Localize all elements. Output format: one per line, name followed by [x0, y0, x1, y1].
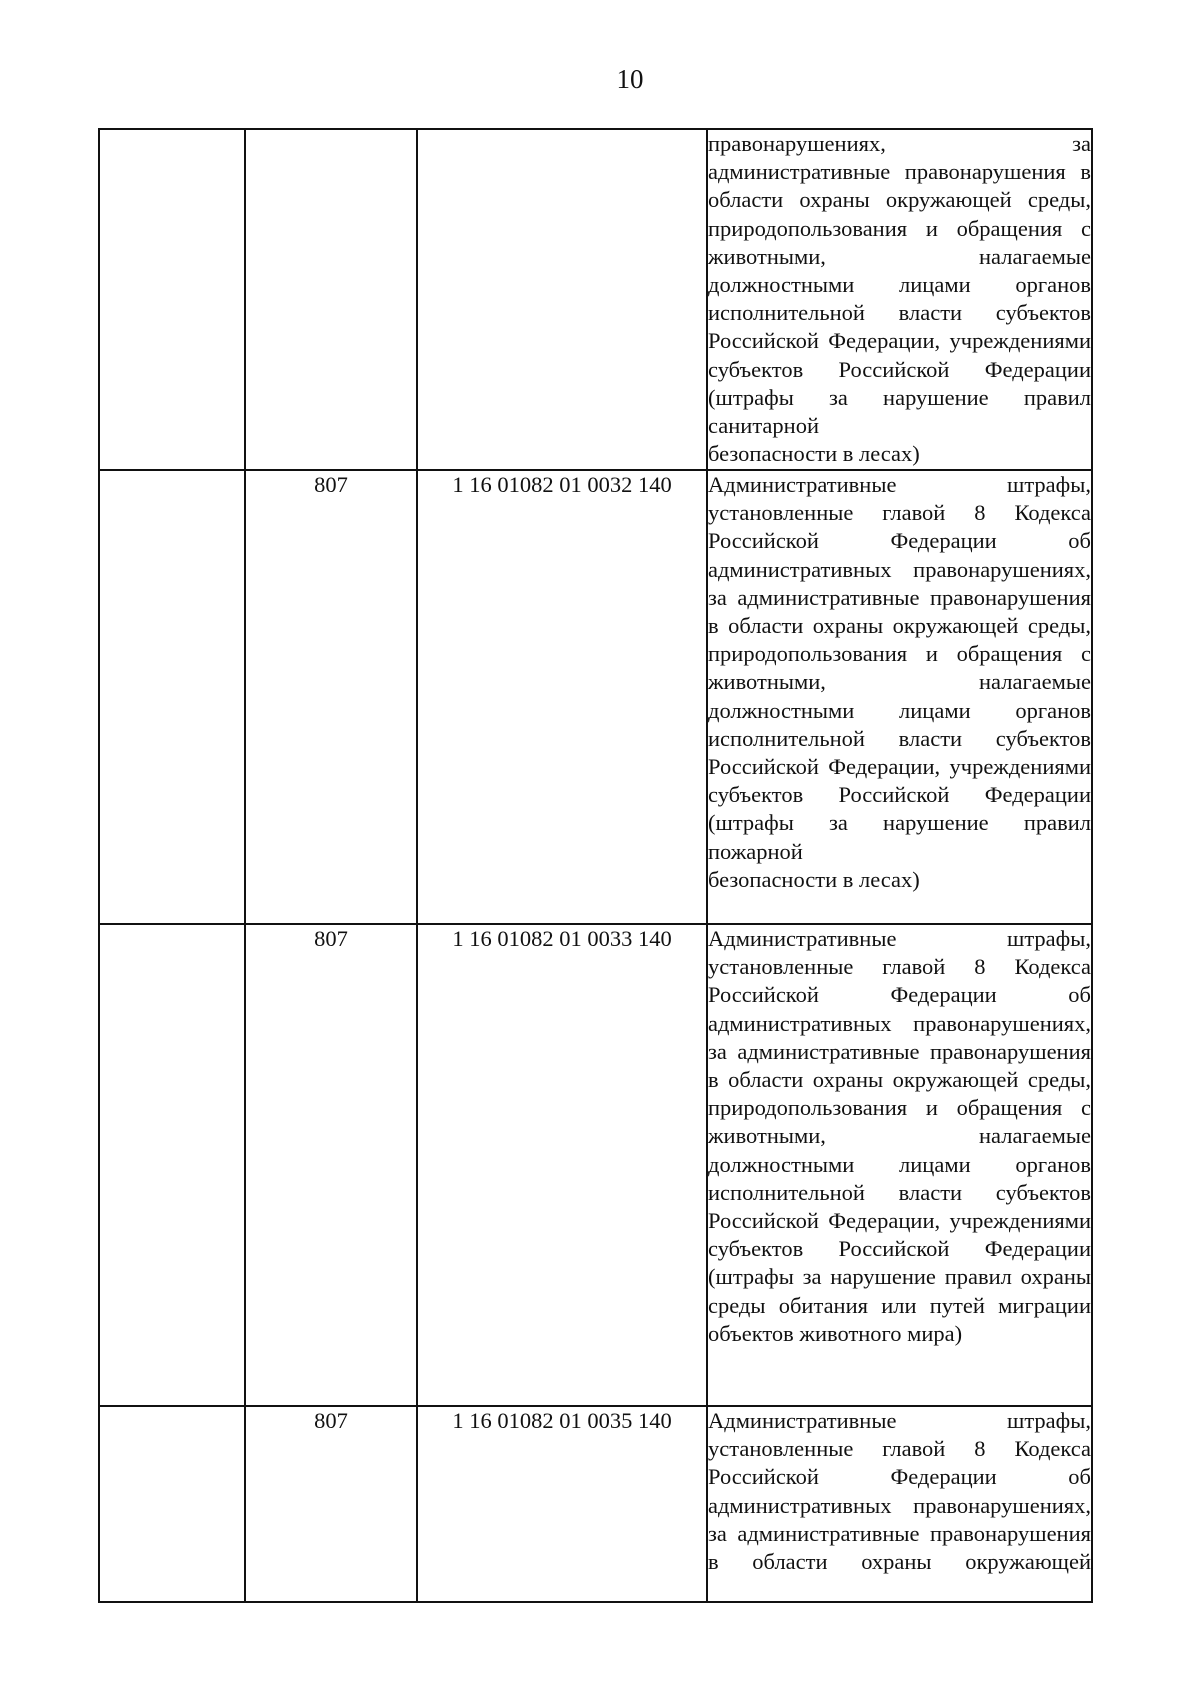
table-row	[99, 1406, 1092, 1602]
table-row	[99, 470, 1092, 924]
admin-code-cell: 807	[245, 1406, 417, 1602]
empty-cell	[99, 470, 245, 924]
kbk-code-cell: 1 16 01082 01 0032 140	[417, 470, 707, 924]
description-cell	[707, 924, 1092, 1406]
admin-code-cell	[245, 129, 417, 470]
description-text: Административные штрафы, установленные главой 8 Кодекса Российской Федерации об административных правонарушениях, за административные правонарушения в области охраны окружающей среды, природопользования и обращения с животными, налагаемые должностными лицами органов исполнительной власти субъектов Российской Федерации, учреждениями субъектов Российской Федерации (штрафы за нарушение правил охраны среды обитания или путей миграции	[708, 926, 1091, 1318]
budget-codes-table	[98, 128, 1093, 1603]
description-cell	[707, 470, 1092, 924]
kbk-code-cell: 1 16 01082 01 0035 140	[417, 1406, 707, 1602]
admin-code-cell: 807	[245, 924, 417, 1406]
description-text: правонарушениях, за административные правонарушения в области охраны окружающей среды, природопользования и обращения с животными, налагаемые должностными лицами органов исполнительной власти субъектов Российской Федерации, учреждениями субъектов Российской Федерации (штрафы за нарушение правил санитарной	[708, 131, 1091, 439]
description-cell	[707, 1406, 1092, 1602]
description-text: Административные штрафы, установленные главой 8 Кодекса Российской Федерации об административных правонарушениях, за административные правонарушения в области охраны окружающей	[708, 1408, 1091, 1575]
description-last-line: объектов животного мира)	[708, 1320, 963, 1346]
description-last-line: безопасности в лесах)	[708, 441, 920, 467]
table-row	[99, 129, 1092, 470]
admin-code-cell: 807	[245, 470, 417, 924]
description-last-line: безопасности в лесах)	[708, 866, 920, 892]
empty-cell	[99, 129, 245, 470]
page-number: 10	[616, 64, 644, 94]
empty-cell	[99, 924, 245, 1406]
description-text: Административные штрафы, установленные главой 8 Кодекса Российской Федерации об административных правонарушениях, за административные правонарушения в области охраны окружающей среды, природопользования и обращения с животными, налагаемые должностными лицами органов исполнительной власти субъектов Российской Федерации, учреждениями субъектов Российской Федерации (штрафы за нарушение правил пожарной	[708, 472, 1091, 864]
kbk-code-cell	[417, 129, 707, 470]
table-row	[99, 924, 1092, 1406]
kbk-code-cell: 1 16 01082 01 0033 140	[417, 924, 707, 1406]
empty-cell	[99, 1406, 245, 1602]
description-cell	[707, 129, 1092, 470]
